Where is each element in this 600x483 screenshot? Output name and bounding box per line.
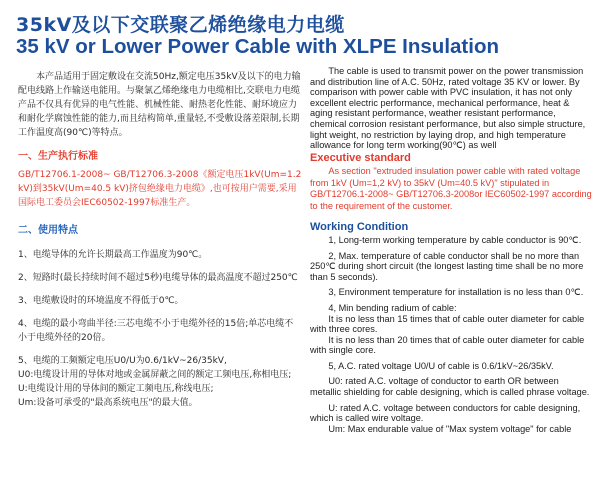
wc-item-4-single-core: It is no less than 20 times that of cable outer diameter for cable with single core.	[310, 334, 585, 356]
u0-definition-en: U0: rated A.C. voltage of conductor to earth OR between metallic shielding for cable designing, which is called phrase voltage.	[310, 376, 590, 398]
u-definition-cn: U:电缆设计用的导体间的额定工频电压,称线电压;	[18, 384, 214, 394]
wc-item-1: 1, Long-term working temperature by cable conductor is 90℃.	[328, 234, 582, 245]
standard-heading-cn: 一、生产执行标准	[18, 151, 98, 162]
page-title-english: 35 kV or Lower Power Cable with XLPE Insulation	[16, 35, 499, 58]
intro-paragraph-en: The cable is used to transmit power on the power transmission and distribution line of A.C. 50Hz, rated voltage 35 KV or lower. By comparison with power cable with PVC insulation, it has not only excellent electric performance, mechanical performance, heat & aging resistant performance, weather resistant performance, chemical corrosion resistant performance, but also simple structure, light weight, no restriction by laying drop, and high temperature allowance for long term working(90℃) as well	[310, 66, 586, 151]
standard-heading-en: Executive standard	[310, 151, 411, 164]
chinese-column	[18, 70, 302, 410]
standard-text-cn: GB/T12706.1-2008~ GB/T12706.3-2008《额定电压1kV(Um=1.2 kV)到35kV(Um=40.5 kV)挤包绝缘电力电缆》,也可按用户需要,采用国际电工委员会IEC60502-1997标准生产。	[18, 170, 302, 208]
feature-item-4: 4、电缆的最小弯曲半径:三芯电缆不小于电缆外径的15倍;单芯电缆不小于电缆外径的20倍。	[18, 319, 294, 343]
feature-item-1: 1、电缆导体的允许长期最高工作温度为90℃。	[18, 250, 208, 260]
um-definition-cn: Um:设备可承受的"最高系统电压"的最大值。	[18, 398, 198, 408]
u-definition-en: U: rated A.C. voltage between conductors for cable designing, which is called wire voltage.	[310, 402, 581, 424]
u0-definition-cn: U0:电缆设计用的导体对地或金属屏蔽之间的额定工频电压,称相电压;	[18, 370, 292, 380]
um-definition-en: Um: Max endurable value of "Max system voltage" for cable	[328, 423, 572, 434]
intro-paragraph-cn: 本产品适用于固定敷设在交流50Hz,额定电压35kV及以下的电力输配电线路上作输送电能用。与聚氯乙烯绝缘电力电缆相比,交联电力电缆产品不仅具有优异的电气性能、机械性能、耐热老化性能、耐环境应力和耐化学腐蚀性能的能力,而且结构简单,重量轻,不受敷设落差限制,长期工作温度高(90℃)等特点。	[18, 72, 301, 138]
wc-item-4-title: 4, Min bending radium of cable:	[328, 302, 457, 313]
standard-text-en: As section "extruded insulation power cable with rated voltage from 1kV (Um=1,2 kV) to 35kV (Um=40.5 kV)" stipulated in GB/T12706.1-2008~ GB/T12706.3-2008or IEC60502-1997 according to the requirement of the customer.	[310, 166, 592, 211]
english-column	[310, 66, 592, 434]
wc-item-2: 2, Max. temperature of cable conductor shall be no more than 250℃ during short circuit (the longest lasting time shall be no more than 5 seconds).	[310, 250, 584, 282]
feature-item-5: 5、电缆的工频额定电压U0/U为0.6/1kV~26/35kV,	[18, 356, 227, 366]
features-heading-cn: 二、使用特点	[18, 225, 78, 236]
working-condition-heading: Working Condition	[310, 221, 409, 234]
feature-item-3: 3、电缆敷设时的环境温度不得低于0℃。	[18, 296, 184, 306]
feature-item-2: 2、短路时(最长持续时间不超过5秒)电缆导体的最高温度不超过250℃	[18, 273, 298, 283]
page-title-chinese: 35kV及以下交联聚乙烯绝缘电力电缆	[16, 14, 345, 36]
wc-item-5-title: 5, A.C. rated voltage U0/U of cable is 0.6/1kV~26/35kV.	[328, 360, 554, 371]
wc-item-4-three-core: It is no less than 15 times that of cable outer diameter for cable with three cores.	[310, 313, 585, 335]
wc-item-3: 3, Environment temperature for installation is no less than 0℃.	[328, 287, 584, 298]
